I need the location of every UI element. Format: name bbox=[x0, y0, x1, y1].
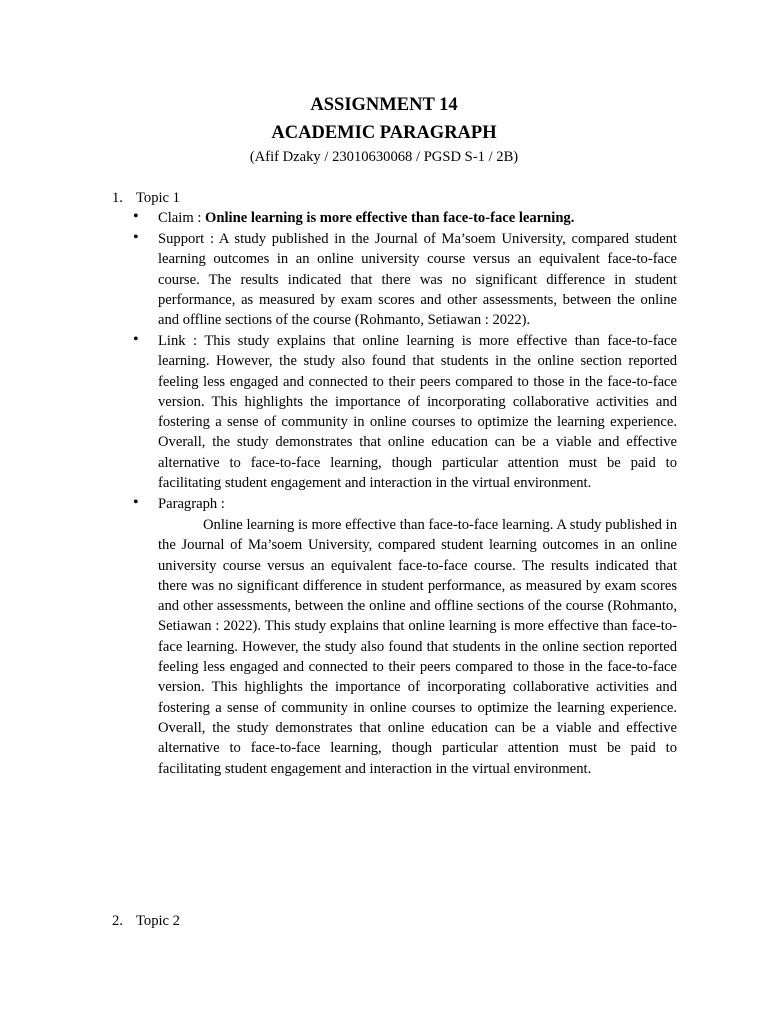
paragraph-body: Online learning is more effective than face-to-face learning. A study published in the Journal of Ma’soem University, compared student learning outcomes in an online university course versus an equivalent face-to-face course. The results indicated that there was no significant difference in student performance, as measured by exam scores and other assessments, between the online and offline sections of the course (Rohmanto, Setiawan : 2022). This study explains that online learning is more effective than face-to-face learning. However, the study also found that students in the online section reported feeling less engaged and connected to their peers compared to those in the face-to-face version. This highlights the importance of incorporating collaborative activities and fostering a sense of community in online courses to optimize the learning experience. Overall, the study demonstrates that online education can be a viable and effective alternative to face-to-face learning, though particular attention must be paid to facilitating student engagement and interaction in the virtual environment. bbox=[158, 517, 677, 777]
bullet-icon bbox=[133, 330, 141, 338]
bullet-icon bbox=[133, 228, 141, 236]
bullet-icon bbox=[133, 493, 141, 501]
topic-1-label: Topic 1 bbox=[136, 190, 180, 206]
link-item: Link : This study explains that online learning is more effective than face-to-face learning. However, the study also found that students in the online section reported feeling less engaged and connected to their peers compared to those in the face-to-face version. This highlights the importance of incorporating collaborative activities and fostering a sense of community in online courses to optimize the learning experience. Overall, the study demonstrates that online education can be a viable and effective alternative to face-to-face learning, though particular attention must be paid to facilitating student engagement and interaction in the virtual environment. bbox=[158, 333, 677, 492]
document-title: ASSIGNMENT 14 bbox=[310, 95, 458, 115]
topic-2-number: 2. bbox=[112, 913, 123, 929]
topic-2-heading bbox=[112, 911, 180, 931]
claim-item bbox=[158, 208, 677, 228]
claim-text: Online learning is more effective than face-to-face learning. bbox=[205, 210, 575, 226]
document-subtitle: ACADEMIC PARAGRAPH bbox=[271, 123, 497, 143]
author-line: (Afif Dzaky / 23010630068 / PGSD S-1 / 2B) bbox=[249, 149, 519, 165]
topic-1-number: 1. bbox=[112, 190, 123, 206]
paragraph-label: Paragraph : bbox=[158, 496, 225, 512]
topic-1-heading bbox=[112, 188, 180, 208]
topic-2-label: Topic 2 bbox=[136, 913, 180, 929]
bullet-icon bbox=[133, 207, 141, 215]
support-item: Support : A study published in the Journal of Ma’soem University, compared student learning outcomes in an online university course versus an equivalent face-to-face course. The results indicated that there was no significant difference in student performance, as measured by exam scores and other assessments, between the online and offline sections of the course (Rohmanto, Setiawan : 2022). bbox=[158, 231, 677, 329]
claim-label: Claim : bbox=[158, 210, 206, 226]
